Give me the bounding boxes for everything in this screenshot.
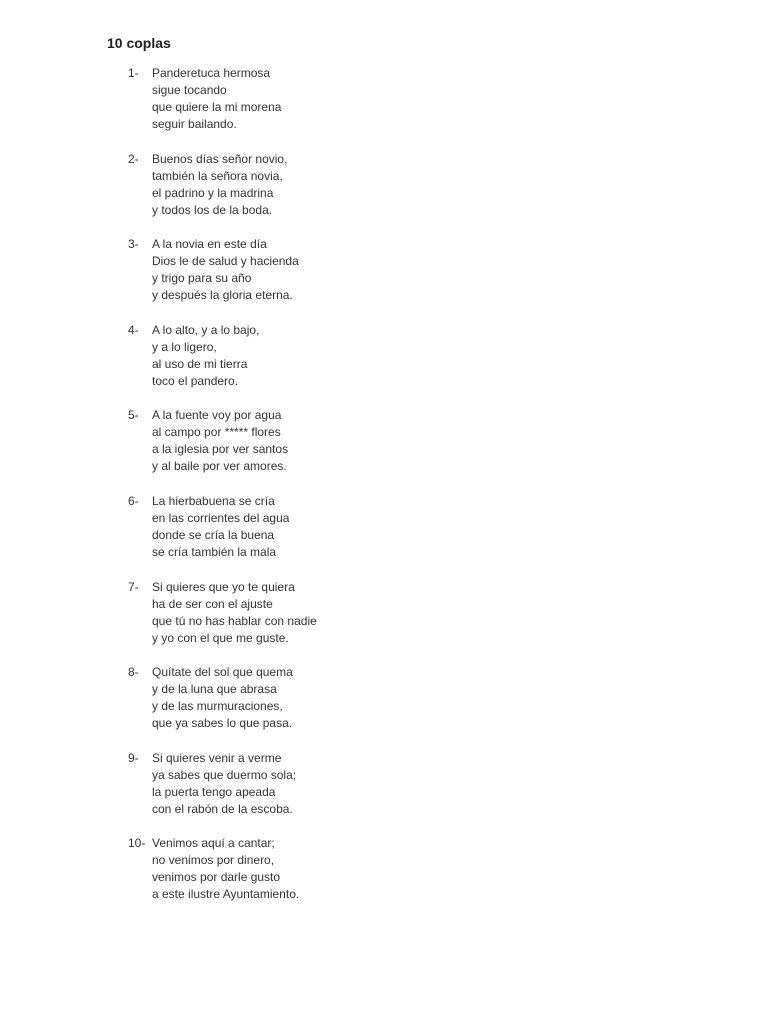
verse-line: que tú no has hablar con nadie bbox=[152, 613, 317, 628]
copla-verse bbox=[152, 493, 289, 561]
verse-line: Si quieres que yo te quiera bbox=[152, 579, 295, 594]
copla-verse bbox=[152, 236, 299, 304]
verse-line: en las corrientes del agua bbox=[152, 510, 290, 525]
verse-line: toco el pandero. bbox=[152, 373, 239, 388]
verse-line: A lo alto, y a lo bajo, bbox=[152, 322, 260, 337]
verse-line: Buenos días señor novio, bbox=[152, 151, 288, 166]
verse-line: con el rabón de la escoba. bbox=[152, 801, 293, 816]
verse-line: ya sabes que duermo sola; bbox=[152, 767, 297, 782]
verse-line: y todos los de la boda. bbox=[152, 202, 273, 217]
copla-number: 5- bbox=[128, 408, 139, 423]
verse-line: a este ilustre Ayuntamiento. bbox=[152, 887, 300, 902]
verse-line: y de la luna que abrasa bbox=[152, 682, 277, 697]
copla-number: 10- bbox=[128, 836, 146, 851]
document-title: 10 coplas bbox=[107, 35, 171, 51]
copla-verse bbox=[152, 407, 288, 475]
copla-number: 7- bbox=[128, 579, 139, 594]
copla-number: 4- bbox=[128, 322, 139, 337]
copla-verse bbox=[152, 835, 299, 903]
verse-line: Dios le de salud y hacienda bbox=[152, 254, 299, 269]
verse-line: A la fuente voy por agua bbox=[152, 408, 282, 423]
verse-line: y al baile por ver amores. bbox=[152, 459, 287, 474]
verse-line: que ya sabes lo que pasa. bbox=[152, 716, 293, 731]
verse-line: Venimos aquí a cantar; bbox=[152, 836, 275, 851]
verse-line: y de las murmuraciones, bbox=[152, 699, 283, 714]
verse-line: Panderetuca hermosa bbox=[152, 66, 271, 80]
copla-number: 8- bbox=[128, 665, 139, 680]
verse-line: y a lo ligero, bbox=[152, 339, 217, 354]
copla-verse bbox=[152, 65, 281, 133]
verse-line: al campo por ***** flores bbox=[152, 425, 281, 440]
copla-verse bbox=[152, 151, 287, 219]
verse-line: y yo con el que me guste. bbox=[152, 630, 289, 645]
verse-line: sigue tocando bbox=[152, 83, 227, 97]
verse-line: Quítate del sol que quema bbox=[152, 665, 293, 680]
verse-line: el padrino y la madrina bbox=[152, 185, 274, 200]
copla-verse bbox=[152, 664, 293, 732]
verse-line: a la iglesia por ver santos bbox=[152, 442, 289, 457]
verse-line: se cría también la mala bbox=[152, 544, 277, 559]
copla-number: 3- bbox=[128, 237, 139, 252]
copla-verse bbox=[152, 322, 259, 390]
copla-verse bbox=[152, 579, 317, 647]
verse-line: La hierbabuena se cría bbox=[152, 493, 275, 508]
verse-line: al uso de mi tierra bbox=[152, 356, 248, 371]
verse-line: la puerta tengo apeada bbox=[152, 784, 276, 799]
copla-number: 1- bbox=[128, 66, 139, 80]
copla-verse bbox=[152, 750, 296, 818]
verse-line: y después la gloria eterna. bbox=[152, 288, 293, 303]
copla-number: 9- bbox=[128, 750, 139, 765]
verse-line: también la señora novia, bbox=[152, 168, 283, 183]
copla-number: 6- bbox=[128, 493, 139, 508]
copla-number: 2- bbox=[128, 151, 139, 166]
verse-line: seguir bailando. bbox=[152, 117, 237, 131]
verse-line: ha de ser con el ajuste bbox=[152, 596, 273, 611]
verse-line: que quiere la mi morena bbox=[152, 100, 282, 114]
verse-line: y trigo para su año bbox=[152, 271, 252, 286]
verse-line: venimos por darle gusto bbox=[152, 870, 281, 885]
verse-line: donde se cría la buena bbox=[152, 527, 275, 542]
verse-line: Si quieres venir a verme bbox=[152, 750, 282, 765]
verse-line: A la novia en este día bbox=[152, 237, 267, 252]
verse-line: no venimos por dinero, bbox=[152, 853, 275, 868]
